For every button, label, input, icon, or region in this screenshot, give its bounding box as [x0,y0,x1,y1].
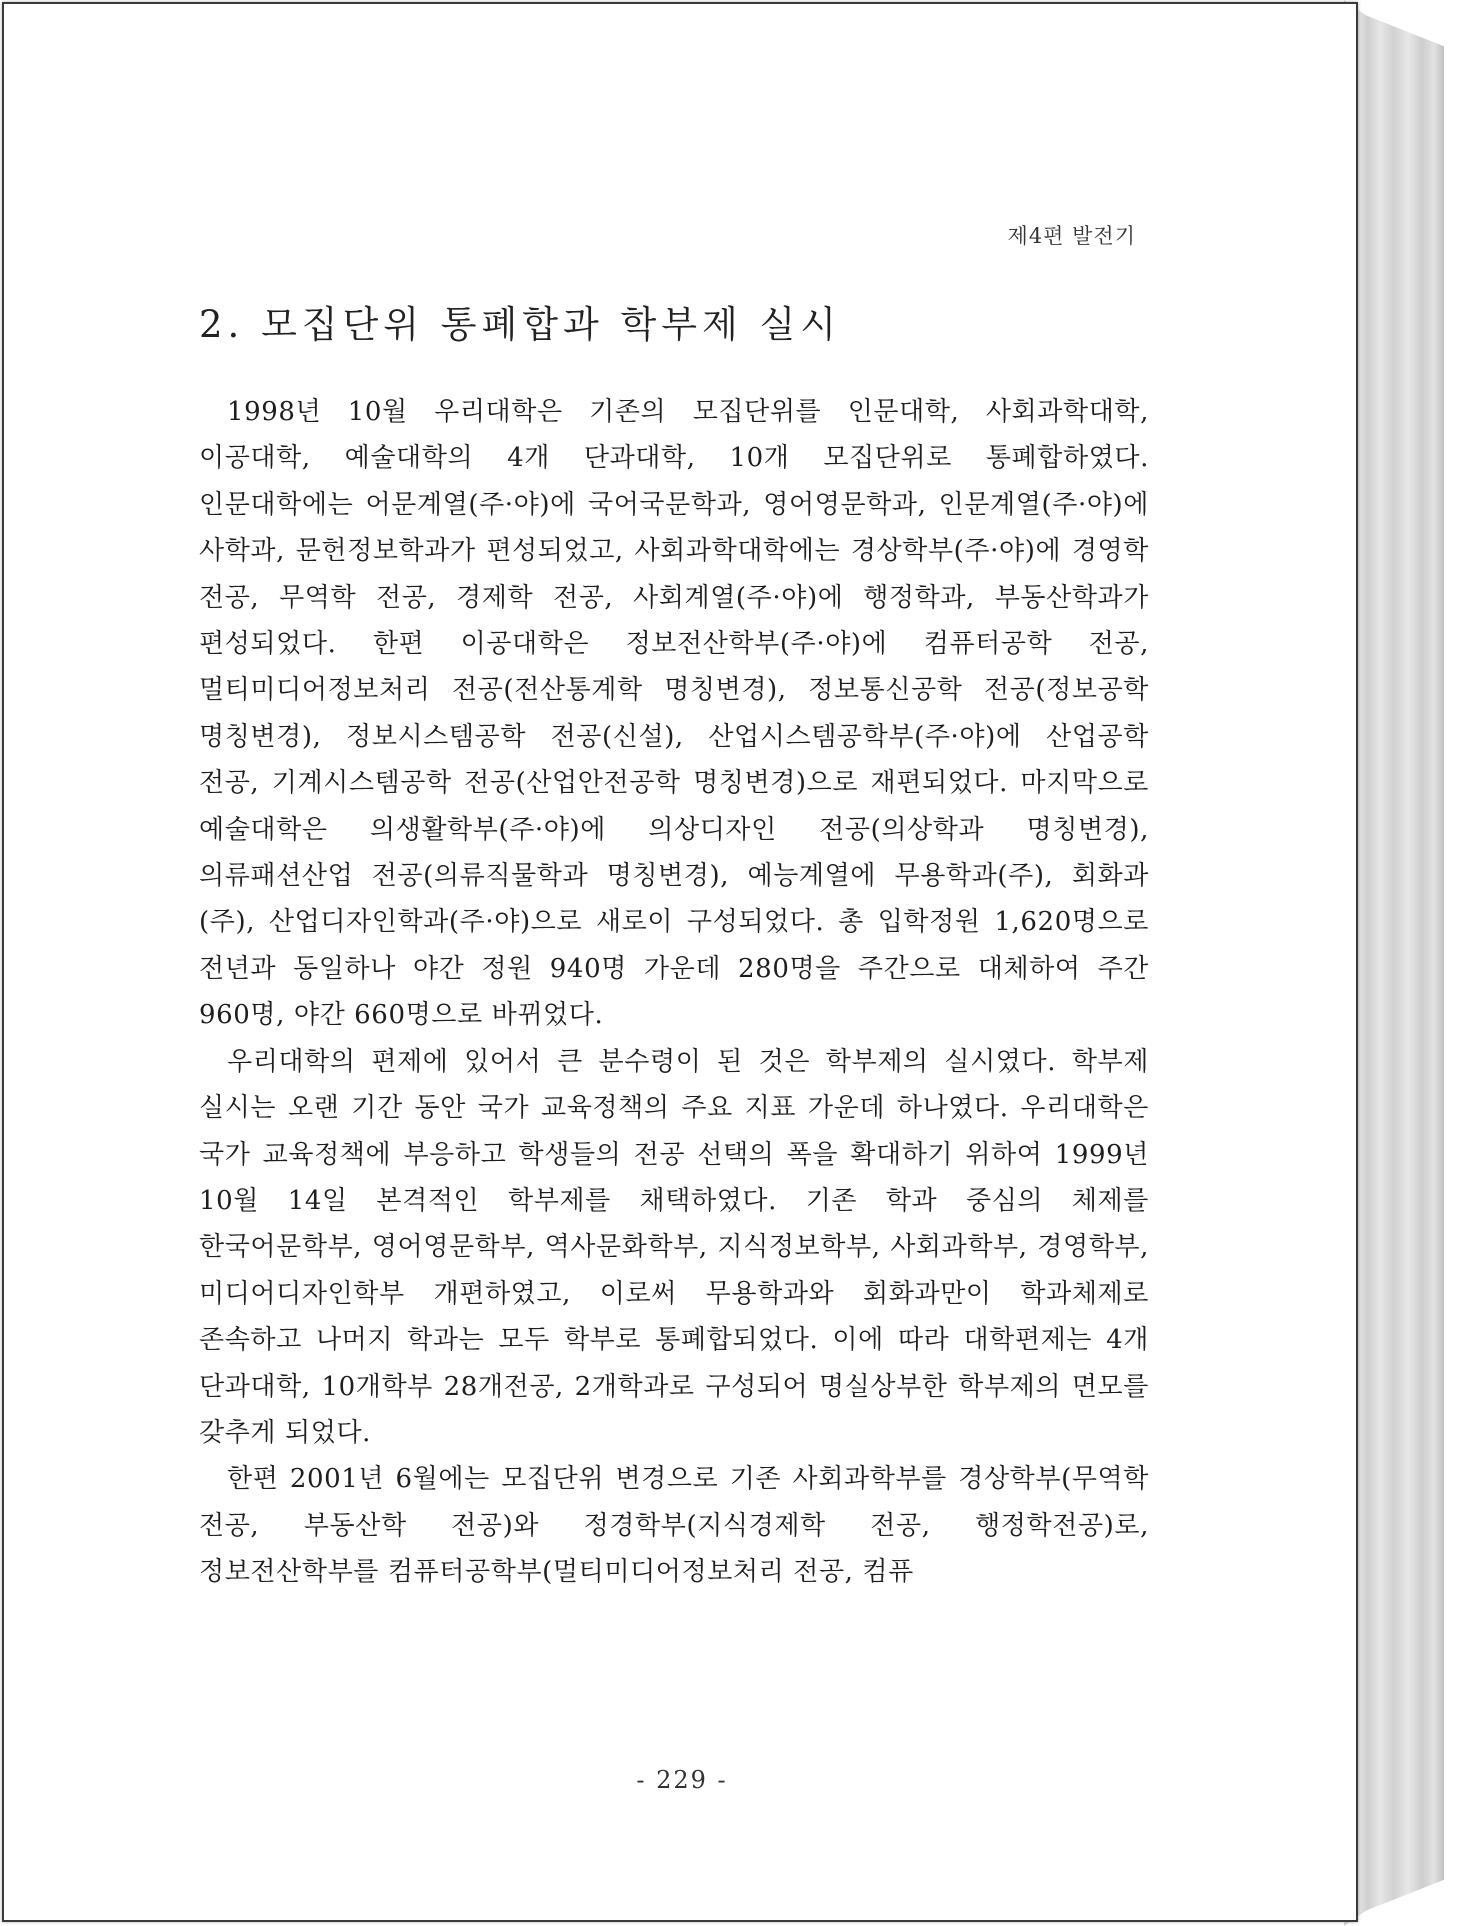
paragraph-3: 한편 2001년 6월에는 모집단위 변경으로 기존 사회과학부를 경상학부(무역학 전공, 부동산학 전공)와 정경학부(지식경제학 전공, 행정학전공)로, 정보전산학부를 컴퓨터공학부(멀티미디어정보처리 전공, 컴퓨 [199,1464,1149,1588]
paragraph-2: 우리대학의 편제에 있어서 큰 분수령이 된 것은 학부제의 실시였다. 학부제 실시는 오랜 기간 동안 국가 교육정책의 주요 지표 가운데 하나였다. 우리대학은 국가 교육정책에 부응하고 학생들의 전공 선택의 폭을 확대하기 위하여 1999년 10월 14일 본격적인 학부제를 채택하였다. 기존 학과 중심의 체제를 한국어문학부, 영어영문학부, 역사문화학부, 지식정보학부, 사회과학부, 경영학부, 미디어디자인학부 개편하였고, 이로써 무용학과와 회화과만이 학과체제로 존속하고 나머지 학과는 모두 학부로 통폐합되었다. 이에 따라 대학편제는 4개 단과대학, 10개학부 28개전공, 2개학과로 구성되어 명실상부한 학부제의 면모를 갖추게 되었다. [199,1046,1149,1448]
page-stack-edge [1344,0,1444,1926]
book-page [2,2,1358,1922]
body-text [199,389,1149,1596]
running-head: 제4편 발전기 [1007,224,1136,248]
page-number: - 229 - [636,1766,728,1794]
paragraph-1: 1998년 10월 우리대학은 기존의 모집단위를 인문대학, 사회과학대학, 이공대학, 예술대학의 4개 단과대학, 10개 모집단위로 통폐합하였다. 인문대학에는 어문계열(주·야)에 국어국문학과, 영어영문학과, 인문계열(주·야)에 사학과, 문헌정보학과가 편성되었고, 사회과학대학에는 경상학부(주·야)에 경영학 전공, 무역학 전공, 경제학 전공, 사회계열(주·야)에 행정학과, 부동산학과가 편성되었다. 한편 이공대학은 정보전산학부(주·야)에 컴퓨터공학 전공, 멀티미디어정보처리 전공(전산통계학 명칭변경), 정보통신공학 전공(정보공학 명칭변경), 정보시스템공학 전공(신설), 산업시스템공학부(주·야)에 산업공학 전공, 기계시스템공학 전공(산업안전공학 명칭변경)으로 재편되었다. 마지막으로 예술대학은 의생활학부(주·야)에 의상디자인 전공(의상학과 명칭변경), 의류패션산업 전공(의류직물학과 명칭변경), 예능계열에 무용학과(주), 회화과(주), 산업디자인학과(주·야)으로 새로이 구성되었다. 총 입학정원 1,620명으로 전년과 동일하나 야간 정원 940명 가운데 280명을 주간으로 대체하여 주간 960명, 야간 660명으로 바뀌었다. [199,397,1149,1031]
section-title: 2. 모집단위 통폐합과 학부제 실시 [199,303,841,346]
